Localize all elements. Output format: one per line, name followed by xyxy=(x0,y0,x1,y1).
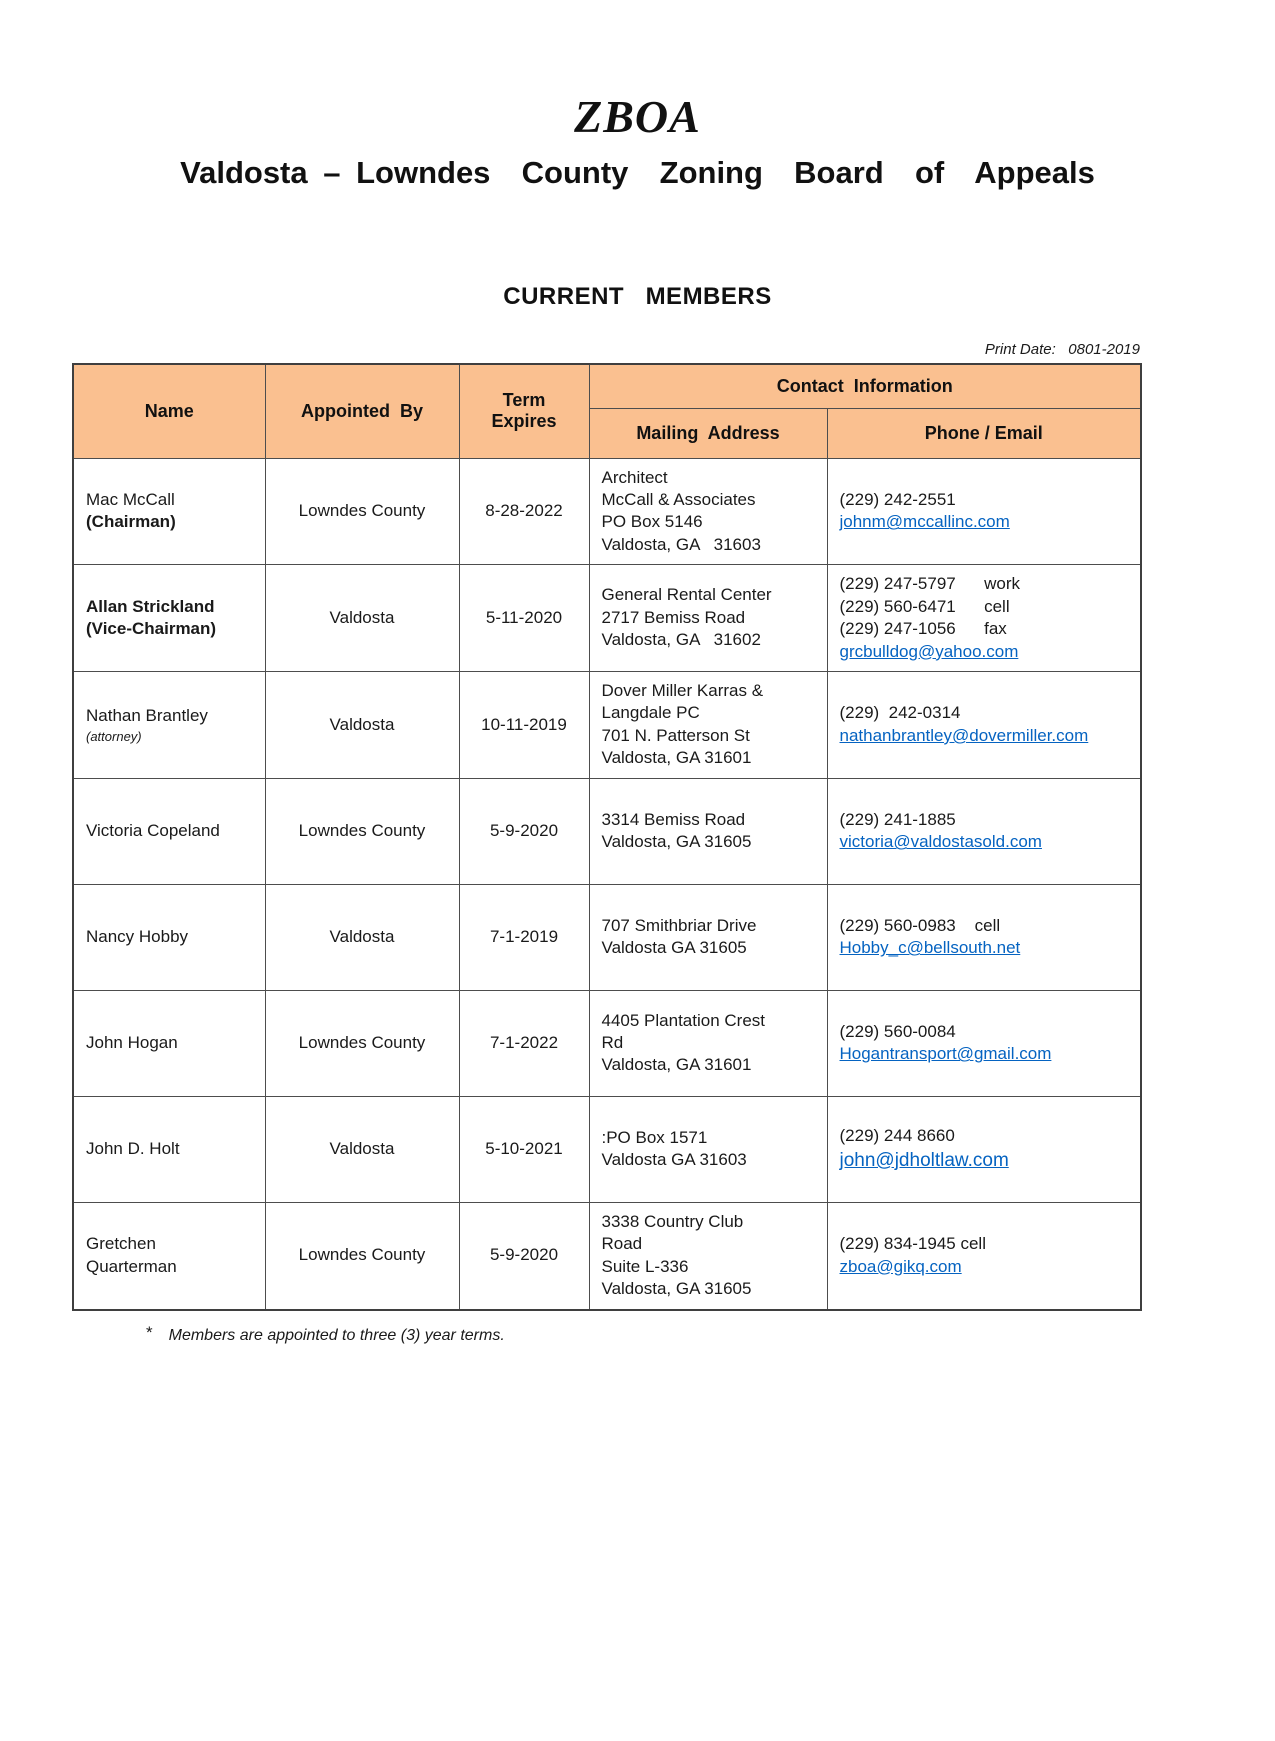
member-contact-cell xyxy=(827,458,1141,565)
member-name-cell xyxy=(73,565,265,672)
members-table-container xyxy=(72,341,1140,1345)
member-term-expires-cell: 8-28-2022 xyxy=(459,458,589,565)
member-appointed-by-cell: Valdosta xyxy=(265,1096,459,1202)
member-mailing-address-cell xyxy=(589,458,827,565)
member-name-cell xyxy=(73,884,265,990)
member-name-line: John D. Holt xyxy=(86,1139,180,1159)
member-phone-line: (229) 560-0084 xyxy=(839,1021,956,1041)
page-title: ZBOA xyxy=(574,91,701,142)
member-term-expires-cell: 5-9-2020 xyxy=(459,1202,589,1309)
member-mailing-address-cell xyxy=(589,990,827,1096)
member-phone-line: (229) 242-2551 xyxy=(839,489,956,509)
member-address-line: Valdosta GA 31605 xyxy=(601,938,747,958)
member-address-line: Road xyxy=(601,1234,643,1254)
member-address-line: Valdosta, GA 31603 xyxy=(601,534,761,554)
member-address-line: Valdosta, GA 31605 xyxy=(601,1279,752,1299)
member-name-line: John Hogan xyxy=(86,1033,178,1053)
member-address-line: 4405 Plantation Crest xyxy=(601,1010,765,1030)
header-mailing-address: Mailing Address xyxy=(589,408,827,458)
member-name-cell xyxy=(73,458,265,565)
member-mailing-address-cell xyxy=(589,778,827,884)
member-phone-line: (229) 247-5797 work xyxy=(839,574,1020,594)
member-term-expires-cell: 5-9-2020 xyxy=(459,778,589,884)
member-appointed-by-cell: Lowndes County xyxy=(265,1202,459,1309)
member-address-line: Valdosta, GA 31601 xyxy=(601,748,752,768)
member-address-line: Valdosta GA 31603 xyxy=(601,1150,747,1170)
member-phone-line: (229) 241-1885 xyxy=(839,809,956,829)
member-name-cell xyxy=(73,1096,265,1202)
member-address-line: Valdosta, GA 31602 xyxy=(601,630,761,650)
member-address-line: Valdosta, GA 31605 xyxy=(601,832,752,852)
member-phone-line: (229) 560-6471 cell xyxy=(839,596,1010,616)
members-table xyxy=(72,363,1142,1311)
member-address-line: Architect xyxy=(601,467,668,487)
member-address-line: Valdosta, GA 31601 xyxy=(601,1055,752,1075)
member-address-line: 3314 Bemiss Road xyxy=(601,809,746,829)
footnote-marker: * xyxy=(146,1322,153,1342)
member-row xyxy=(73,672,1141,779)
header-name: Name xyxy=(73,364,265,458)
member-phone-line: (229) 247-1056 fax xyxy=(839,619,1007,639)
member-address-line: Langdale PC xyxy=(601,703,700,723)
section-heading: CURRENT MEMBERS xyxy=(503,283,772,310)
member-phone-line: (229) 242-0314 xyxy=(839,703,961,723)
member-appointed-by-cell: Lowndes County xyxy=(265,990,459,1096)
member-name-cell xyxy=(73,778,265,884)
member-phone-line: (229) 244 8660 xyxy=(839,1126,955,1146)
member-name-line: Quarterman xyxy=(86,1256,177,1276)
member-email-link[interactable]: zboa@gikq.com xyxy=(839,1256,962,1276)
member-row xyxy=(73,778,1141,884)
member-name-line: Nancy Hobby xyxy=(86,927,189,947)
member-contact-cell xyxy=(827,672,1141,779)
members-table-body xyxy=(73,458,1141,1310)
member-email-link[interactable]: johnm@mccallinc.com xyxy=(839,512,1010,532)
member-address-line: PO Box 5146 xyxy=(601,512,703,532)
member-row xyxy=(73,884,1141,990)
member-address-line: 701 N. Patterson St xyxy=(601,725,750,745)
header-appointed-by: Appointed By xyxy=(265,364,459,458)
member-email-link[interactable]: grcbulldog@yahoo.com xyxy=(839,641,1019,661)
member-phone-line: (229) 834-1945 cell xyxy=(839,1234,986,1254)
member-address-line: McCall & Associates xyxy=(601,489,756,509)
print-date: Print Date: 0801-2019 xyxy=(984,341,1140,358)
member-mailing-address-cell xyxy=(589,1202,827,1309)
member-contact-cell xyxy=(827,1202,1141,1309)
member-appointed-by-cell: Valdosta xyxy=(265,884,459,990)
member-contact-cell xyxy=(827,1096,1141,1202)
member-term-expires-cell: 5-10-2021 xyxy=(459,1096,589,1202)
members-table-header xyxy=(73,364,1141,458)
member-appointed-by-cell: Lowndes County xyxy=(265,458,459,565)
member-phone-line: (229) 560-0983 cell xyxy=(839,915,1001,935)
member-contact-cell xyxy=(827,778,1141,884)
member-row xyxy=(73,458,1141,565)
member-term-expires-cell: 10-11-2019 xyxy=(459,672,589,779)
member-address-line: 707 Smithbriar Drive xyxy=(601,915,757,935)
member-term-expires-cell: 5-11-2020 xyxy=(459,565,589,672)
member-mailing-address-cell xyxy=(589,1096,827,1202)
member-appointed-by-cell: Lowndes County xyxy=(265,778,459,884)
member-name-cell xyxy=(73,1202,265,1309)
member-mailing-address-cell xyxy=(589,565,827,672)
footnote xyxy=(146,1323,1140,1345)
member-mailing-address-cell xyxy=(589,672,827,779)
member-appointed-by-cell: Valdosta xyxy=(265,672,459,779)
member-address-line: 3338 Country Club xyxy=(601,1211,744,1231)
footnote-text: Members are appointed to three (3) year terms. xyxy=(168,1326,505,1344)
member-address-line: :PO Box 1571 xyxy=(601,1127,708,1147)
member-address-line: Rd xyxy=(601,1033,624,1053)
member-email-link[interactable]: Hogantransport@gmail.com xyxy=(839,1044,1052,1064)
member-address-line: Dover Miller Karras & xyxy=(601,681,764,700)
member-email-link[interactable]: Hobby_c@bellsouth.net xyxy=(839,938,1021,958)
page-subtitle: Valdosta – Lowndes County Zoning Board of Appeals xyxy=(180,155,1095,190)
member-row xyxy=(73,990,1141,1096)
member-name-line: Victoria Copeland xyxy=(86,821,220,841)
member-term-expires-cell: 7-1-2019 xyxy=(459,884,589,990)
member-mailing-address-cell xyxy=(589,884,827,990)
member-name-cell xyxy=(73,672,265,779)
member-name-line: (Vice-Chairman) xyxy=(86,619,217,639)
member-contact-cell xyxy=(827,990,1141,1096)
member-term-expires-cell: 7-1-2022 xyxy=(459,990,589,1096)
header-contact-information: Contact Information xyxy=(589,364,1141,408)
header-phone-email: Phone / Email xyxy=(827,408,1141,458)
member-name-line: Gretchen xyxy=(86,1234,156,1254)
member-name-line: Nathan Brantley xyxy=(86,706,208,726)
member-address-line: 2717 Bemiss Road xyxy=(601,607,746,627)
member-name-cell xyxy=(73,990,265,1096)
member-contact-cell xyxy=(827,565,1141,672)
member-email-link[interactable]: john@jdholtlaw.com xyxy=(839,1149,1009,1171)
member-name-line: Allan Strickland xyxy=(86,596,215,616)
member-email-link[interactable]: victoria@valdostasold.com xyxy=(839,832,1042,852)
member-row xyxy=(73,1202,1141,1309)
header-term-expires: Term Expires xyxy=(459,364,589,458)
member-row xyxy=(73,565,1141,672)
member-address-line: Suite L-336 xyxy=(601,1256,689,1276)
member-row xyxy=(73,1096,1141,1202)
member-name-line: Mac McCall xyxy=(86,489,175,509)
member-address-line: General Rental Center xyxy=(601,585,772,605)
member-appointed-by-cell: Valdosta xyxy=(265,565,459,672)
member-contact-cell xyxy=(827,884,1141,990)
member-email-link[interactable]: nathanbrantley@dovermiller.com xyxy=(839,725,1089,745)
member-name-line: (attorney) xyxy=(86,728,142,744)
member-name-line: (Chairman) xyxy=(86,512,176,532)
